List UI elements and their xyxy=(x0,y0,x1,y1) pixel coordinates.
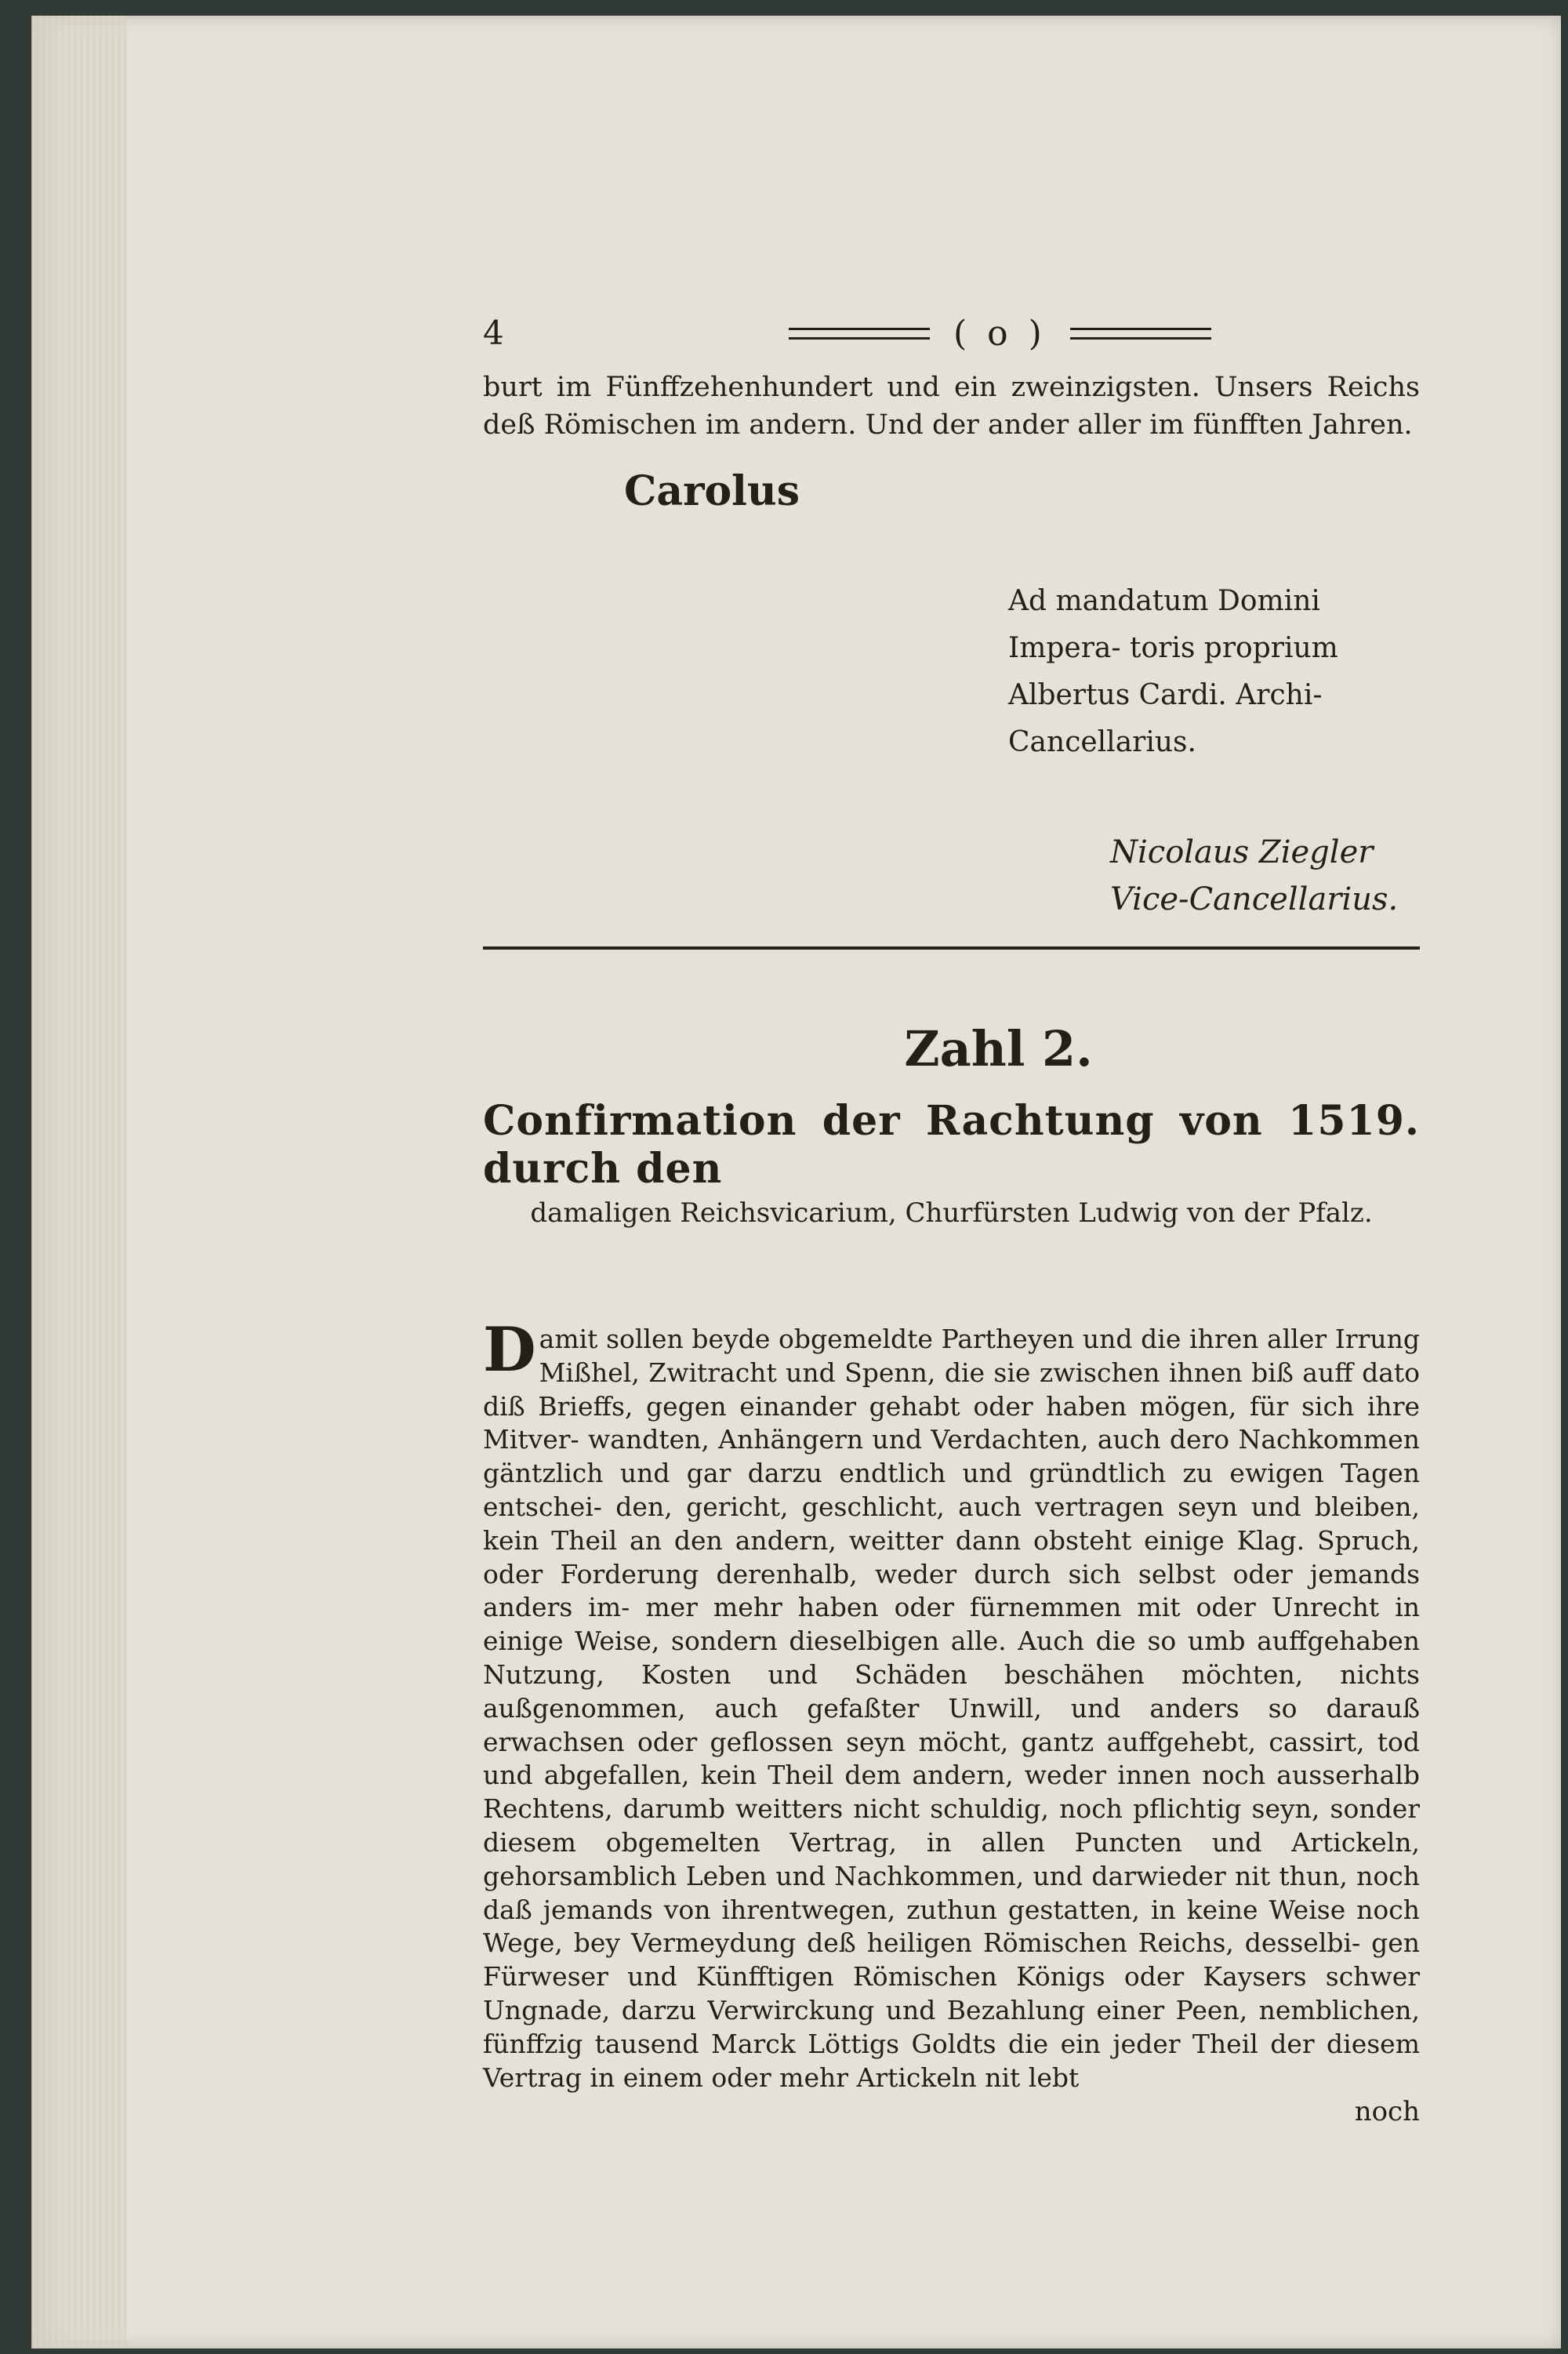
section-subtitle: damaligen Reichsvicarium, Churfürsten Ludwig von der Pfalz. xyxy=(530,1197,1373,1229)
section-divider xyxy=(483,946,1420,950)
book-page xyxy=(31,16,1561,2349)
body-paragraph xyxy=(483,1314,1420,2094)
body-text: amit sollen beyde obgemeldte Partheyen und die ihren aller Irrung Mißhel, Zwitracht und Spenn, die sie zwischen ihnen biß auff dato diß Brieffs, gegen einander gehabt oder haben mögen, für sich ihre Mitver- wandten, Anhängern und Verdachten, auch dero Nachkommen gäntzlich und gar darzu endtlich und gründtlich zu ewigen Tagen entschei- den, gericht, geschlicht, auch vertragen seyn und bleiben, kein Theil an den andern, weitter dann obsteht einige Klag. Spruch, oder Forderung derenhalb, weder durch sich selbst oder jemands anders im- mer mehr haben oder fürnemmen mit oder Unrecht in einige Weise, sondern dieselbigen alle. Auch die so umb auffgehaben Nutzung, Kosten und Schäden beschähen möchten, nichts außgenommen, auch gefaßter Unwill, und anders so darauß erwachsen oder geflossen seyn möcht, gantz auffgehebt, cassirt, tod und abgefallen, kein Theil dem andern, weder innen noch ausserhalb Rechtens, darumb weitters nicht schuldig, noch pflichtig seyn, sonder diesem obgemelten Vertrag, in allen Puncten und Artickeln, gehorsamblich Leben und Nachkommen, und darwieder nit thun, noch daß jemands von ihrentwegen, zuthun gestatten, in keine Weise noch Wege, bey Vermeydung deß heiligen Römischen Reichs, desselbi- gen Fürweser und Künfftigen Römischen Königs oder Kaysers schwer Ungnade, darzu Verwirckung und Bezahlung einer Peen, nemblichen, fünffzig tausend Marck Löttigs Goldts die ein jeder Theil der diesem Vertrag in einem oder mehr Artickeln nit lebt xyxy=(483,1324,1420,2093)
running-head-text: ( o ) xyxy=(953,314,1047,354)
drop-initial: D xyxy=(483,1314,536,1386)
section-title: Confirmation der Rachtung von 1519. durch den xyxy=(483,1097,1420,1193)
mandate-text: Ad mandatum Domini Impera- toris proprium Albertus Cardi. Archi-Cancellarius. xyxy=(1008,585,1338,758)
section-number: Zahl 2. xyxy=(904,1020,1093,1077)
signature-carolus: Carolus xyxy=(624,467,800,515)
header-rule-left xyxy=(789,328,930,340)
page-header xyxy=(483,314,1420,369)
section-heading xyxy=(483,1020,1420,1229)
catchword: noch xyxy=(1354,2096,1420,2128)
page-number: 4 xyxy=(483,314,504,352)
continued-text: burt im Fünffzehenhundert und ein zweinzigsten. Unsers Reichs deß Römischen im andern. Und der ander aller im fünfften Jahren. xyxy=(483,372,1420,441)
page-edges xyxy=(32,16,126,2349)
running-head xyxy=(789,314,1211,354)
header-rule-right xyxy=(1070,328,1211,340)
vice-chancellor-signature: Nicolaus Ziegler Vice-Cancellarius. xyxy=(1110,834,1399,917)
page-content xyxy=(483,314,1420,2127)
